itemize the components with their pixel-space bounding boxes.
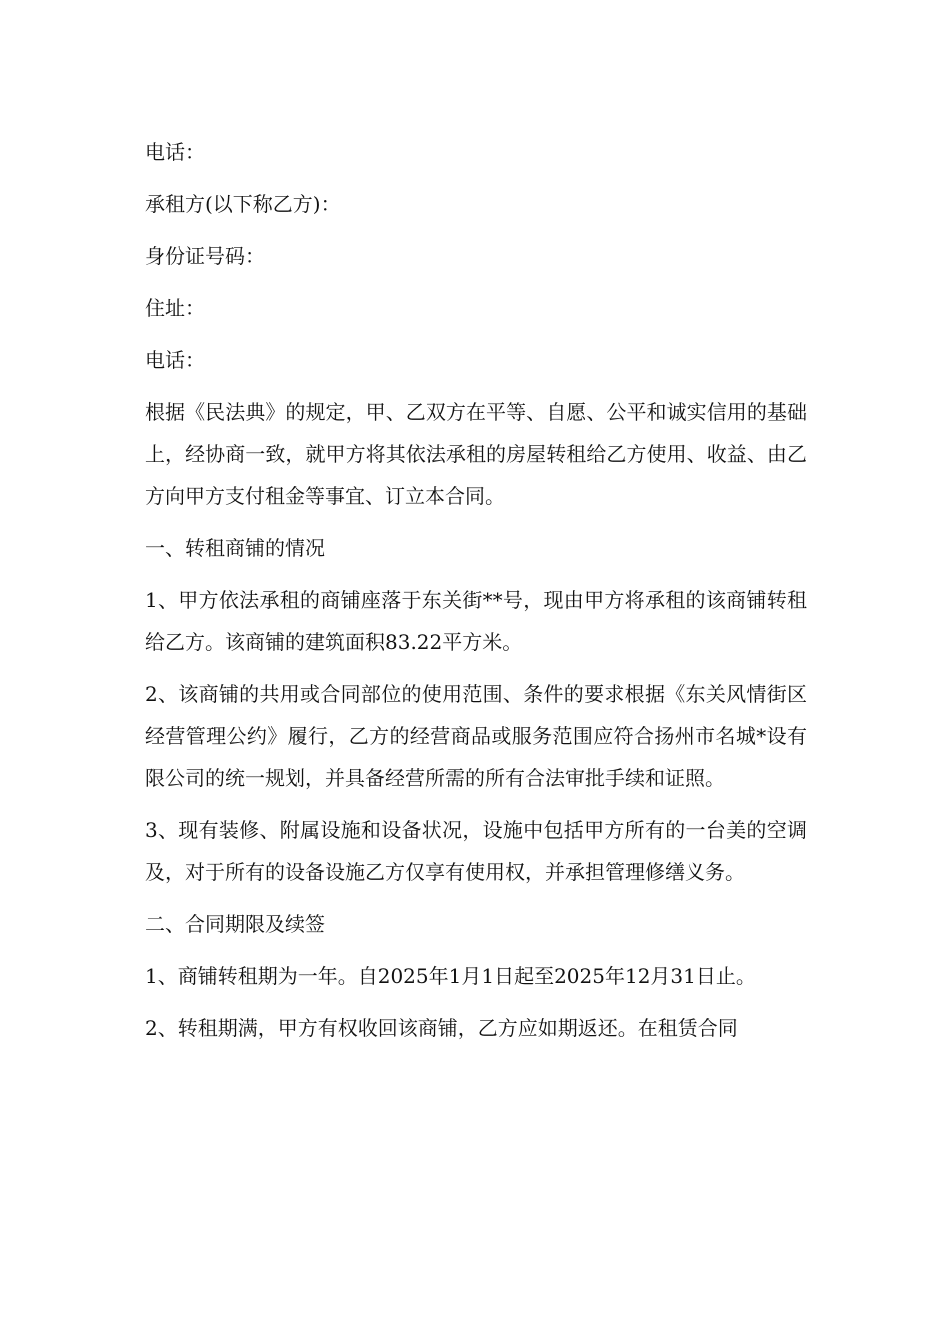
- clause-1-2: 2、该商铺的共用或合同部位的使用范围、条件的要求根据《东关风情街区经营管理公约》履行，乙方的经营商品或服务范围应符合扬州市名城*设有限公司的统一规划，并具备经营所需的所有合法审批手续和证照。: [145, 682, 807, 790]
- section-heading-1: 一、转租商铺的情况: [145, 536, 325, 560]
- clause-2-2: 2、转租期满，甲方有权收回该商铺，乙方应如期返还。在租赁合同: [145, 1016, 738, 1040]
- lessee-line: 承租方(以下称乙方)：: [145, 192, 341, 216]
- clause-1-1: 1、甲方依法承租的商铺座落于东关街**号，现由甲方将承租的该商铺转租给乙方。该商铺的建筑面积83.22平方米。: [145, 588, 807, 654]
- section-heading-2: 二、合同期限及续签: [145, 912, 325, 936]
- contract-body: [145, 131, 807, 1059]
- address-line: 住址：: [145, 296, 205, 320]
- lessee-phone-line: 电话：: [145, 348, 205, 372]
- clause-1-3: 3、现有装修、附属设施和设备状况，设施中包括甲方所有的一台美的空调及，对于所有的设备设施乙方仅享有使用权，并承担管理修缮义务。: [145, 818, 807, 884]
- preamble-paragraph: 根据《民法典》的规定，甲、乙双方在平等、自愿、公平和诚实信用的基础上，经协商一致，就甲方将其依法承租的房屋转租给乙方使用、收益、由乙方向甲方支付租金等事宜、订立本合同。: [145, 400, 807, 508]
- id-number-line: 身份证号码：: [145, 244, 265, 268]
- lessor-phone-line: 电话：: [145, 140, 205, 164]
- clause-2-1: 1、商铺转租期为一年。自2025年1月1日起至2025年12月31日止。: [145, 964, 756, 988]
